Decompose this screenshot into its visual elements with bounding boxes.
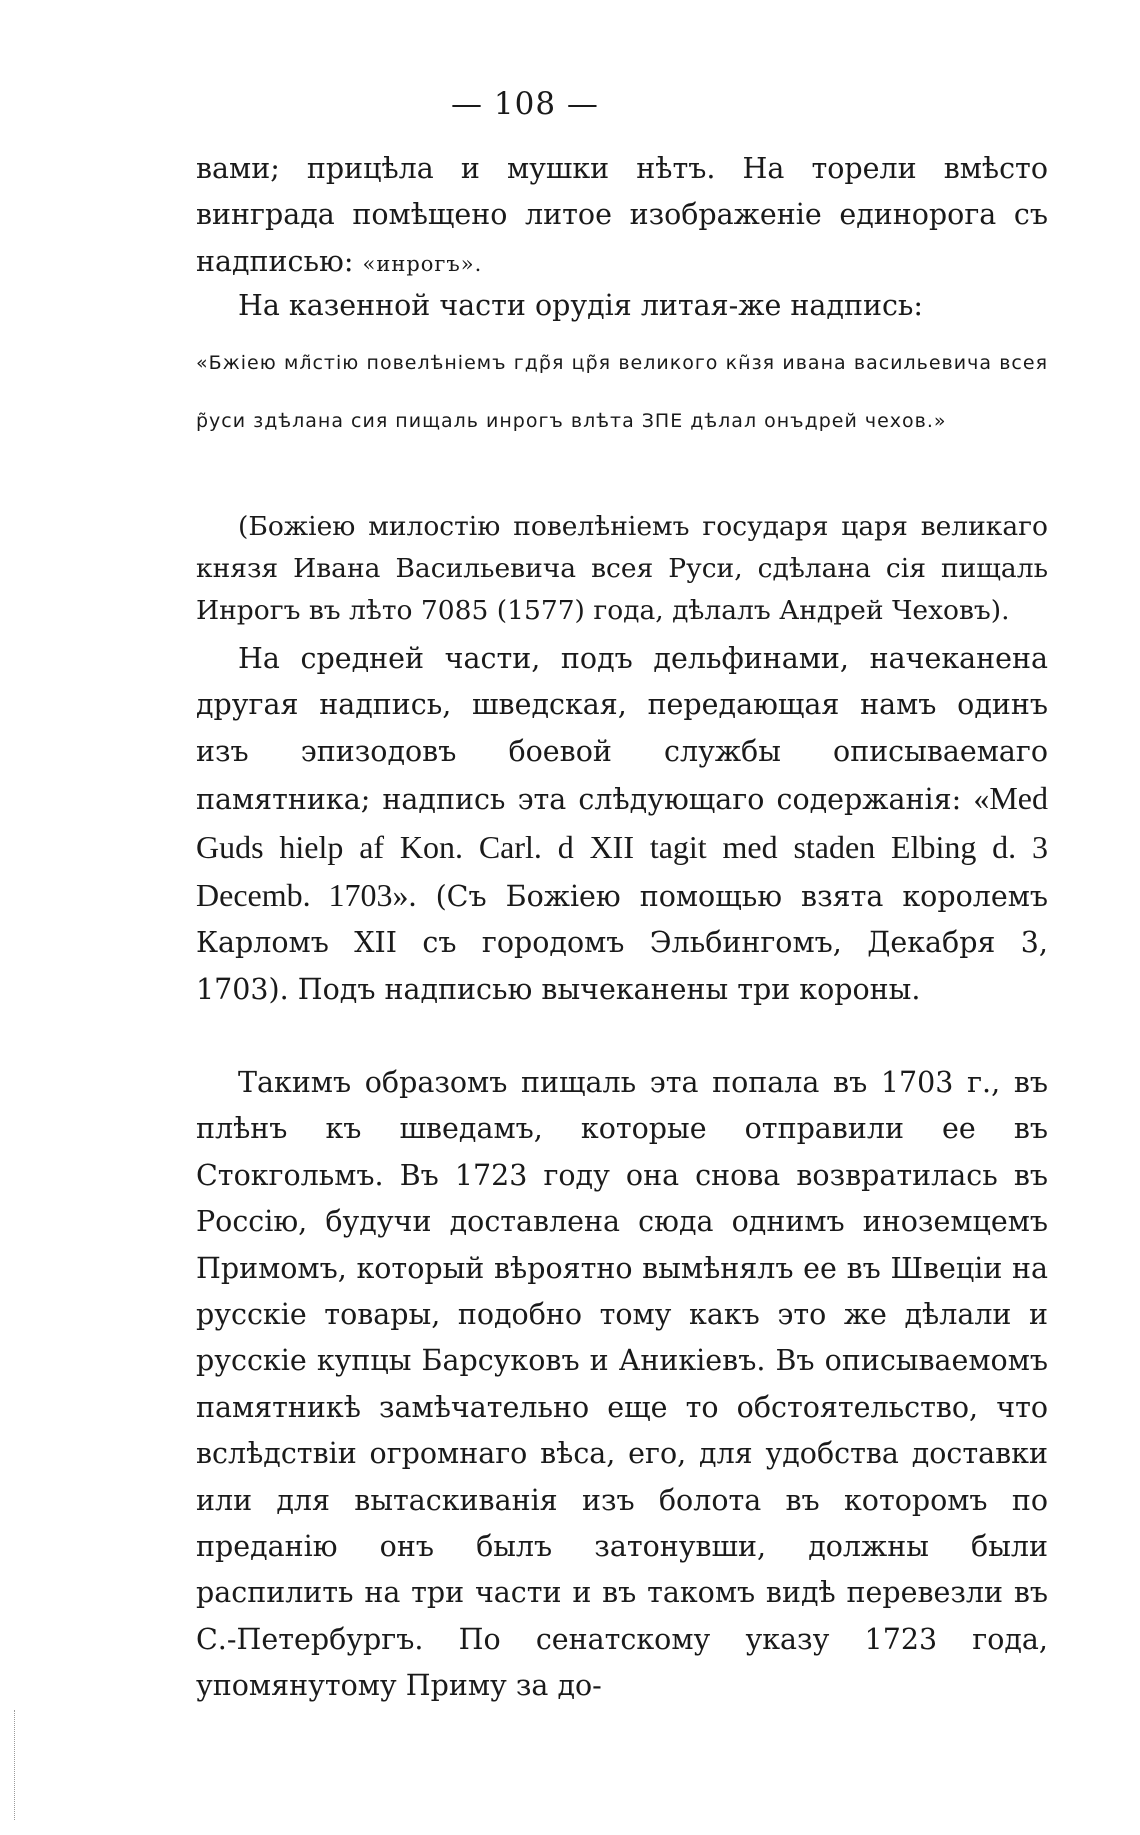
scan-margin-specks (14, 1710, 19, 1820)
paragraph-4-text-end: (Съ Божіею помощью взята королемъ Карломъ XII съ городомъ Эльбингомъ, Декабря 3, 1703). Подъ надписью вычеканены три короны. (196, 880, 1049, 1006)
paragraph-1 (196, 146, 1048, 287)
paragraph-2 (196, 283, 1048, 329)
paragraph-5-text: Такимъ образомъ пищаль эта попала въ 1703 г., въ плѣнъ къ шведамъ, которые отправили ее въ Стокгольмъ. Въ 1723 году она снова возвратилась въ Россію, будучи доставлена сюда однимъ иноземцемъ Примомъ, который вѣроятно вымѣнялъ ее въ Швеціи на русскіе товары, подобно тому какъ это же дѣлали и русскіе купцы Барсуковъ и Аникіевъ. Въ описываемомъ памятникѣ замѣчательно еще то обстоятельство, что вслѣдствіи огромнаго вѣса, его, для удобства доставки или для вытаскиванія изъ болота въ которомъ по преданію онъ былъ затонувши, должны были распилить на три части и въ такомъ видѣ перевезли въ С.-Петербургъ. По сенатскому указу 1723 года, упомянутому Приму за до- (196, 1066, 1048, 1703)
paragraph-4 (196, 636, 1048, 1013)
quote-inrog: «инрогъ». (362, 251, 483, 276)
paragraph-5 (196, 1060, 1048, 1710)
slavonic-inscription: «Бжіею мл̃стію повелѣніемъ гдр̃я цр̃я великого кн̃зя ивана васильевича всея р̃уси здѣлана сия пищаль инрогъ влѣта ЗПЕ дѣлал онъдрей чехов.» (196, 352, 1048, 432)
paragraph-3-text: (Божіею милостію повелѣніемъ государя царя великаго князя Ивана Васильевича всея Руси, сдѣлана сія пищаль Инрогъ въ лѣто 7085 (1577) года, дѣлалъ Андрей Чеховъ). (196, 511, 1048, 626)
paragraph-3 (196, 506, 1048, 632)
paragraph-4-text-start: На средней части, подъ дельфинами, начеканена другая надпись, шведская, передающая намъ одинъ изъ эпизодовъ боевой службы описываемаго памятника; надпись эта слѣдующаго содержанія: (196, 642, 1048, 817)
page-number: — 108 — (451, 86, 599, 122)
paragraph-1-text: вами; прицѣла и мушки нѣтъ. На торели вмѣсто винграда помѣщено литое изображеніе единорога съ надписью: (196, 152, 1048, 278)
swedish-inscription: «Med Guds hielp af Kon. Carl. d XII tagit med staden Elbing d. 3 Decemb. 1703». (196, 780, 1048, 914)
paragraph-2-text: На казенной части орудія литая-же надпись: (238, 289, 924, 322)
